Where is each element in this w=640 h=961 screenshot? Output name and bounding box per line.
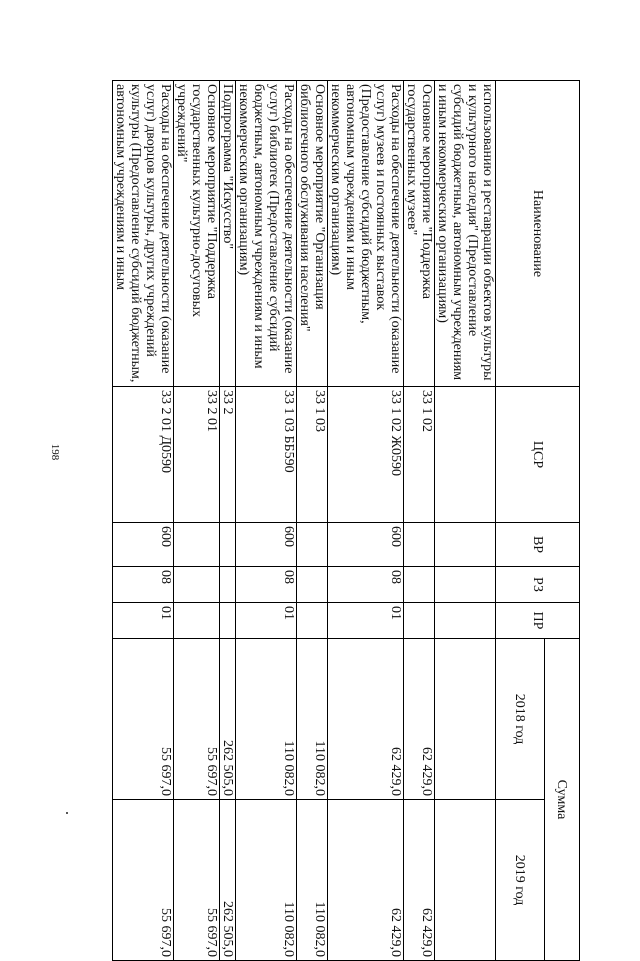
table-row xyxy=(174,81,220,961)
cell-rz xyxy=(404,567,435,603)
cell-2018: 62 429,0 xyxy=(404,639,435,800)
cell-pr xyxy=(174,603,220,639)
cell-vr: 600 xyxy=(236,523,297,567)
cell-pr: 01 xyxy=(236,603,297,639)
cell-2018: 62 429,0 xyxy=(328,639,404,800)
cell-name: Основное мероприятие "Организация библиотечного обслуживания населения" xyxy=(297,81,328,387)
cell-csr xyxy=(435,387,496,523)
cell-2019: 62 429,0 xyxy=(404,800,435,961)
cell-vr: 600 xyxy=(328,523,404,567)
cell-name: Расходы на обеспечение деятельности (оказание услуг) музеев и постоянных выставок (Предоставление субсидий бюджетным, автономным учреждениям и иным некоммерческим организациям) xyxy=(328,81,404,387)
cell-vr xyxy=(220,523,236,567)
cell-2018: 55 697,0 xyxy=(113,639,174,800)
cell-rz: 08 xyxy=(236,567,297,603)
table-row xyxy=(328,81,404,961)
cell-2019: 262 505,0 xyxy=(220,800,236,961)
page-number: 198 xyxy=(49,443,61,461)
cell-vr: 600 xyxy=(113,523,174,567)
header-vr: ВР xyxy=(496,523,580,567)
cell-2019: 55 697,0 xyxy=(113,800,174,961)
rotated-table-wrapper xyxy=(80,80,580,960)
cell-2018: 262 505,0 xyxy=(220,639,236,800)
header-name: Наименование xyxy=(496,81,580,387)
cell-name: Расходы на обеспечение деятельности (оказание услуг) библиотек (Предоставление субсидий бюджетным, автономным учреждениям и иным некоммерческим организациям) xyxy=(236,81,297,387)
cell-rz xyxy=(220,567,236,603)
cell-pr xyxy=(297,603,328,639)
table-row xyxy=(236,81,297,961)
scan-artifact-dot xyxy=(66,812,68,814)
table-row xyxy=(220,81,236,961)
cell-pr xyxy=(404,603,435,639)
cell-csr: 33 2 01 xyxy=(174,387,220,523)
cell-rz xyxy=(435,567,496,603)
cell-name: Подпрограмма "Искусство" xyxy=(220,81,236,387)
table-row xyxy=(113,81,174,961)
cell-csr: 33 1 03 xyxy=(297,387,328,523)
cell-2019: 62 429,0 xyxy=(328,800,404,961)
cell-pr xyxy=(220,603,236,639)
table-row xyxy=(404,81,435,961)
cell-pr: 01 xyxy=(328,603,404,639)
header-year-2018: 2018 год xyxy=(496,639,545,800)
cell-rz: 08 xyxy=(328,567,404,603)
cell-2018: 110 082,0 xyxy=(236,639,297,800)
header-rz: РЗ xyxy=(496,567,580,603)
header-row-top xyxy=(545,81,580,961)
header-sum: Сумма xyxy=(545,639,580,961)
cell-rz: 08 xyxy=(113,567,174,603)
cell-csr: 33 1 02 xyxy=(404,387,435,523)
cell-csr: 33 2 xyxy=(220,387,236,523)
cell-name: использованию и реставрации объектов культуры и культурного наследия" (Предоставление субсидий бюджетным, автономным учреждениям и иным некоммерческим организациям) xyxy=(435,81,496,387)
table-row xyxy=(297,81,328,961)
header-pr: ПР xyxy=(496,603,580,639)
cell-2019 xyxy=(435,800,496,961)
cell-csr: 33 1 03 ББ590 xyxy=(236,387,297,523)
header-year-2019: 2019 год xyxy=(496,800,545,961)
cell-csr: 33 2 01 Д0590 xyxy=(113,387,174,523)
cell-csr: 33 1 02 Ж0590 xyxy=(328,387,404,523)
cell-vr xyxy=(174,523,220,567)
cell-2018: 55 697,0 xyxy=(174,639,220,800)
cell-name: Основное мероприятие "Поддержка государственных музеев" xyxy=(404,81,435,387)
cell-2019: 110 082,0 xyxy=(297,800,328,961)
cell-pr xyxy=(435,603,496,639)
cell-2019: 55 697,0 xyxy=(174,800,220,961)
budget-table xyxy=(112,80,580,961)
cell-rz xyxy=(174,567,220,603)
cell-name: Основное мероприятие "Поддержка государственных культурно-досуговых учреждений" xyxy=(174,81,220,387)
table-row xyxy=(435,81,496,961)
cell-2018: 110 082,0 xyxy=(297,639,328,800)
cell-2019: 110 082,0 xyxy=(236,800,297,961)
header-csr: ЦСР xyxy=(496,387,580,523)
cell-2018 xyxy=(435,639,496,800)
cell-vr xyxy=(297,523,328,567)
cell-pr: 01 xyxy=(113,603,174,639)
cell-vr xyxy=(435,523,496,567)
cell-vr xyxy=(404,523,435,567)
cell-rz xyxy=(297,567,328,603)
cell-name: Расходы на обеспечение деятельности (оказание услуг) дворцов культуры, других учреждений культуры (Предоставление субсидий бюджетным, автономным учреждениям и иным xyxy=(113,81,174,387)
